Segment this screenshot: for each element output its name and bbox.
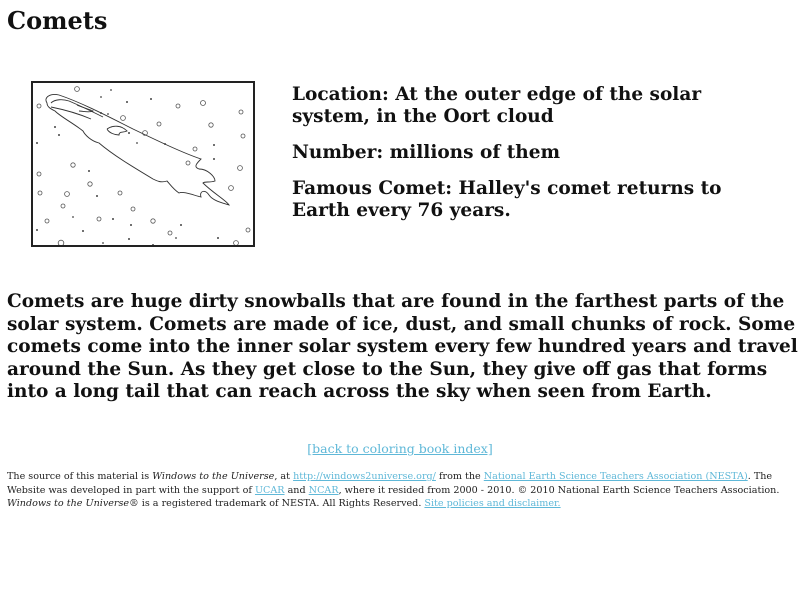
ncar-link[interactable]: NCAR (308, 484, 339, 496)
footer-text: . The Website was developed in part with the support of (7, 471, 773, 496)
site-policies-link[interactable]: Site policies and disclaimer. (424, 498, 561, 509)
comet-description: Comets are huge dirty snowballs that are found in the farthest parts of the solar system. Comets are made of ice, dust, and small chunks of rock. Some comets come into the inner solar system every few hundred years and travel around the Sun. As they get close to the Sun, they give off gas that forms into a long tail that can reach across the sky when seen from Earth. (7, 291, 798, 402)
w2u-url-link[interactable]: http://windows2universe.org/ (293, 471, 436, 482)
comet-illustration (31, 81, 255, 247)
comet-facts (292, 84, 762, 236)
footer-credits (7, 470, 797, 511)
fact-famous-comet: Famous Comet: Halley's comet returns to Earth every 76 years. (292, 178, 722, 221)
footer-text: is a registered trademark of NESTA. All Rights Reserved. (138, 498, 425, 509)
fact-number: Number: millions of them (292, 142, 561, 163)
footer-text: , where it resided from 2000 - 2010. © 2010 National Earth Science Teachers Association. (338, 484, 780, 496)
page-title: Comets (7, 6, 108, 35)
fact-location: Location: At the outer edge of the solar system, in the Oort cloud (292, 84, 702, 127)
footer-w2u-trademark: Windows to the Universe® (7, 498, 139, 509)
footer-text: , at (274, 471, 294, 482)
back-link-container (0, 441, 800, 456)
footer-w2u-name: Windows to the Universe (152, 471, 275, 482)
footer-text: and (284, 484, 309, 496)
comet-coloring-image (33, 83, 253, 245)
footer-text: The source of this material is (7, 471, 153, 482)
ucar-link[interactable]: UCAR (254, 484, 285, 496)
back-to-index-link[interactable]: [back to coloring book index] (307, 441, 493, 456)
nesta-link[interactable]: National Earth Science Teachers Association (NESTA) (483, 471, 748, 482)
footer-text: from the (435, 471, 484, 482)
